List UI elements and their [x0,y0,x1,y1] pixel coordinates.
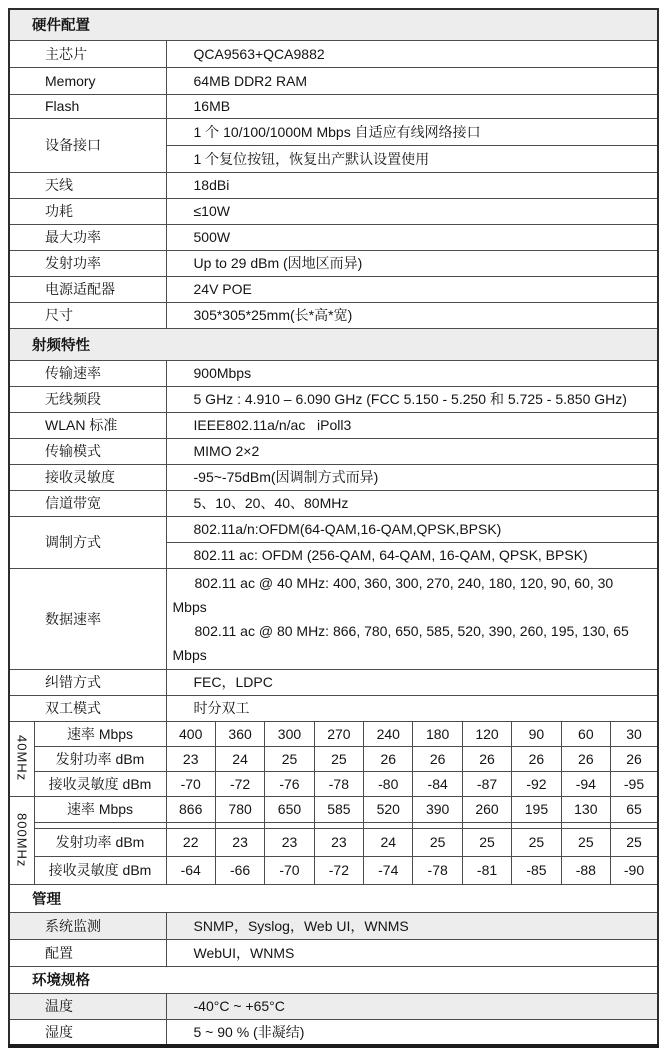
spec-label: 设备接口 [9,118,166,172]
rate-cell: 390 [413,796,462,822]
rate-cell: 22 [166,828,215,856]
rate-row-label: 速率 Mbps [34,796,166,822]
rate-cell: -88 [561,856,610,884]
spec-row [9,198,658,224]
spec-value: MIMO 2×2 [166,438,658,464]
rate-row [9,746,658,771]
rate-cell: 26 [512,746,561,771]
rate-cell: -70 [265,856,314,884]
spec-value: 900Mbps [166,360,658,386]
spec-label: WLAN 标准 [9,412,166,438]
spec-value: 802.11a/n:OFDM(64-QAM,16-QAM,QPSK,BPSK) [166,516,658,542]
rate-cell: -92 [512,771,561,796]
spec-row [9,939,658,966]
spec-value: 802.11 ac: OFDM (256-QAM, 64-QAM, 16-QAM, QPSK, BPSK) [166,542,658,568]
spec-value: ≤10W [166,198,658,224]
section-row-environment [9,966,658,993]
rate-cell: 400 [166,721,215,746]
spec-value: IEEE802.11a/n/ac iPoll3 [166,412,658,438]
rate-cell: 120 [462,721,511,746]
spec-row [9,224,658,250]
rate-cell: 270 [314,721,363,746]
section-header-management: 管理 [9,884,658,912]
rate-cell: -70 [166,771,215,796]
spec-label: 配置 [9,939,166,966]
spec-label: 湿度 [9,1019,166,1046]
rate-cell: 26 [462,746,511,771]
spec-label: 天线 [9,172,166,198]
spec-label: Memory [9,67,166,94]
spec-row [9,302,658,328]
section-row-hardware [9,9,658,40]
rate-cell: 866 [166,796,215,822]
spec-value: 24V POE [166,276,658,302]
spec-value: 305*305*25mm(长*高*宽) [166,302,658,328]
rate-cell: -80 [364,771,413,796]
rate-cell: 25 [265,746,314,771]
spec-label: 系统监测 [9,912,166,939]
spec-label: 发射功率 [9,250,166,276]
spec-row [9,172,658,198]
rate-row [9,828,658,856]
rate-cell: -66 [215,856,264,884]
rate-row [9,771,658,796]
rate-cell: 26 [611,746,658,771]
data-rate-line: 802.11 ac @ 40 MHz: 400, 360, 300, 270, 240, 180, 120, 90, 60, 30 [194,574,614,591]
rate-cell: 25 [462,828,511,856]
rate-cell: -87 [462,771,511,796]
spec-label: 温度 [9,993,166,1019]
spec-label: 主芯片 [9,40,166,67]
rate-cell: 180 [413,721,462,746]
rate-row-label: 接收灵敏度 dBm [34,771,166,796]
rate-cell: -81 [462,856,511,884]
rate-cell: 25 [314,746,363,771]
spec-label: 无线频段 [9,386,166,412]
spec-label: 功耗 [9,198,166,224]
rate-cell: 30 [611,721,658,746]
spec-row [9,993,658,1019]
rate-cell: -72 [314,856,363,884]
section-row-rf [9,328,658,360]
data-rate-line: Mbps [172,646,207,663]
rate-row-label: 发射功率 dBm [34,828,166,856]
data-rate-line: 802.11 ac @ 80 MHz: 866, 780, 650, 585, 520, 390, 260, 195, 130, 65 [194,622,629,639]
rate-cell: 90 [512,721,561,746]
spec-row [9,490,658,516]
spec-value: 5 GHz : 4.910 – 6.090 GHz (FCC 5.150 - 5.250 和 5.725 - 5.850 GHz) [166,386,658,412]
rate-cell: -64 [166,856,215,884]
rate-cell: 26 [413,746,462,771]
rate-cell: 240 [364,721,413,746]
spec-label: 调制方式 [9,516,166,568]
spec-value: 64MB DDR2 RAM [166,67,658,94]
spec-value: 1 个 10/100/1000M Mbps 自适应有线网络接口 [166,118,658,145]
section-header-hardware: 硬件配置 [9,9,658,40]
spec-label: 电源适配器 [9,276,166,302]
rate-row-label: 速率 Mbps [34,721,166,746]
rate-cell: 23 [265,828,314,856]
rate-cell: 650 [265,796,314,822]
spec-row [9,568,658,669]
rate-cell: 24 [215,746,264,771]
rate-cell: 25 [561,828,610,856]
spec-value: FEC，LDPC [166,669,658,695]
spec-label: 纠错方式 [9,669,166,695]
spec-row [9,276,658,302]
spec-label: 数据速率 [9,568,166,669]
spec-row [9,118,658,145]
spec-value: -40°C ~ +65°C [166,993,658,1019]
rate-cell: 520 [364,796,413,822]
band-label-40mhz: 40MHz [9,721,34,796]
rate-cell: -72 [215,771,264,796]
rate-row-label: 发射功率 dBm [34,746,166,771]
rate-cell: 23 [314,828,363,856]
rate-cell: 24 [364,828,413,856]
rate-row [9,856,658,884]
rate-cell: 23 [166,746,215,771]
spec-value: 18dBi [166,172,658,198]
rate-cell: 360 [215,721,264,746]
rate-cell: 23 [215,828,264,856]
rate-cell: 130 [561,796,610,822]
spec-row [9,360,658,386]
spec-value: 5、10、20、40、80MHz [166,490,658,516]
spec-value: 500W [166,224,658,250]
spec-value: 5 ~ 90 % (非凝结) [166,1019,658,1046]
rate-cell: -95 [611,771,658,796]
spec-value: Up to 29 dBm (因地区而异) [166,250,658,276]
section-row-management [9,884,658,912]
rate-cell: 195 [512,796,561,822]
section-header-rf: 射频特性 [9,328,658,360]
spec-row [9,250,658,276]
spec-label: Flash [9,94,166,118]
section-header-environment: 环境规格 [9,966,658,993]
spec-value: 时分双工 [166,695,658,721]
spec-row [9,1019,658,1046]
rate-row [9,721,658,746]
rate-cell: 260 [462,796,511,822]
rate-cell: 25 [512,828,561,856]
rate-cell: 25 [413,828,462,856]
spec-row [9,94,658,118]
rate-cell: 780 [215,796,264,822]
rate-cell: -84 [413,771,462,796]
spec-value: SNMP，Syslog，Web UI，WNMS [166,912,658,939]
spec-label: 接收灵敏度 [9,464,166,490]
rate-row [9,796,658,822]
rate-cell: 65 [611,796,658,822]
rate-cell: -94 [561,771,610,796]
spec-row [9,464,658,490]
rate-cell: 60 [561,721,610,746]
spec-row [9,516,658,542]
rate-cell: -85 [512,856,561,884]
spec-row [9,412,658,438]
rate-cell: 300 [265,721,314,746]
spec-table [8,8,659,1048]
spec-row [9,386,658,412]
spec-row [9,695,658,721]
spec-value: 16MB [166,94,658,118]
spec-row [9,67,658,94]
data-rate-line: Mbps [172,598,207,615]
rate-cell: -78 [314,771,363,796]
rate-cell: 26 [364,746,413,771]
spec-label: 传输速率 [9,360,166,386]
rate-cell: -78 [413,856,462,884]
rate-cell: 585 [314,796,363,822]
spec-value-data-rates [166,568,658,669]
spec-label: 信道带宽 [9,490,166,516]
spec-value: -95~-75dBm(因调制方式而异) [166,464,658,490]
rate-cell: -74 [364,856,413,884]
rate-cell: 25 [611,828,658,856]
spec-row [9,40,658,67]
spec-value: 1 个复位按钮，恢复出产默认设置使用 [166,145,658,172]
band-label-800mhz: 800MHz [9,796,34,884]
rate-cell: -90 [611,856,658,884]
spec-row [9,438,658,464]
rate-cell: -76 [265,771,314,796]
spec-label: 传输模式 [9,438,166,464]
rate-cell: 26 [561,746,610,771]
spec-label: 双工模式 [9,695,166,721]
spec-value: QCA9563+QCA9882 [166,40,658,67]
spec-label: 尺寸 [9,302,166,328]
spec-row [9,912,658,939]
spec-row [9,669,658,695]
spec-label: 最大功率 [9,224,166,250]
spec-value: WebUI，WNMS [166,939,658,966]
rate-row-label: 接收灵敏度 dBm [34,856,166,884]
